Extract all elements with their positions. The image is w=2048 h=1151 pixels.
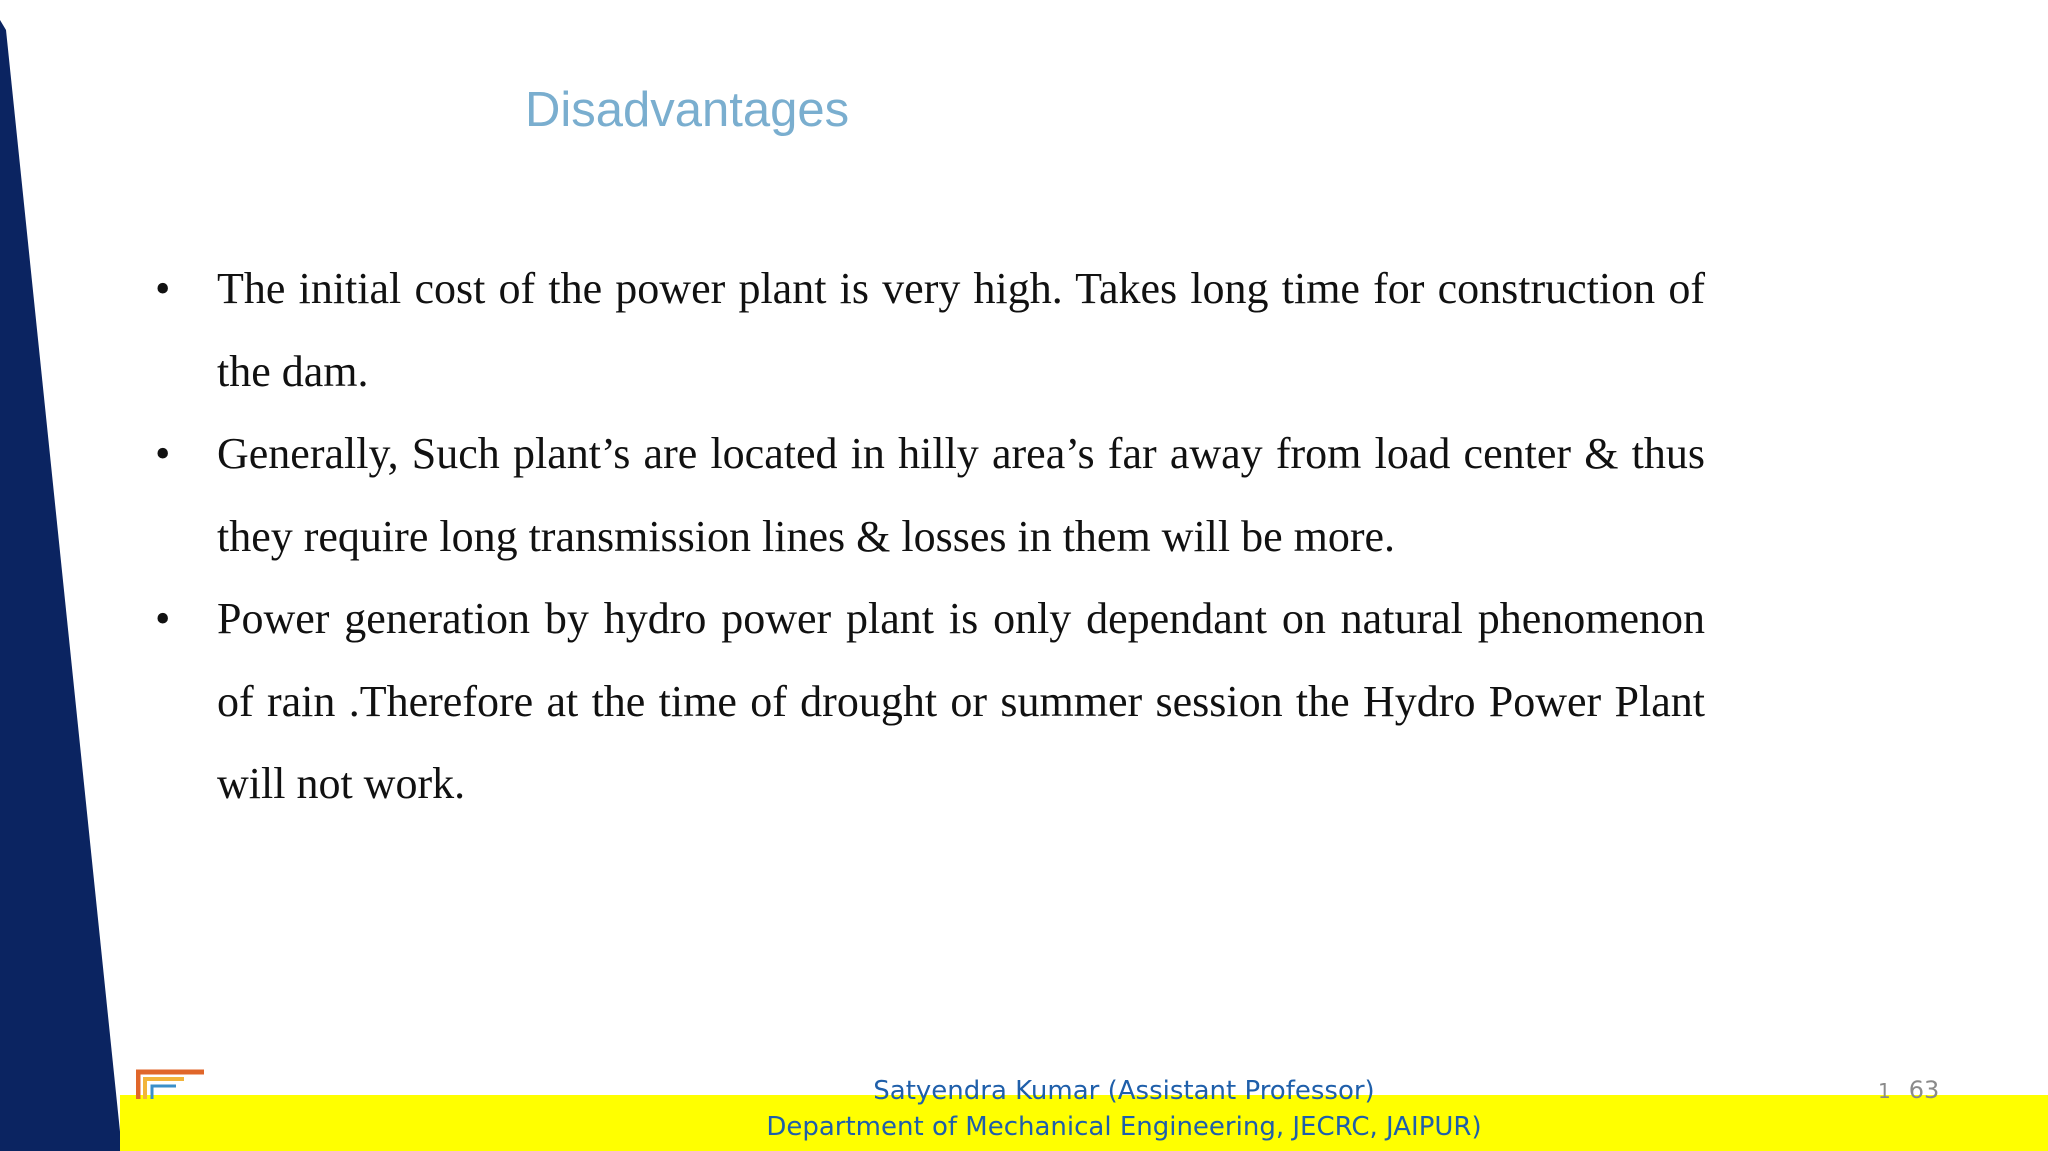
bullet-dot: • (155, 264, 171, 313)
bullet-item (155, 248, 1705, 413)
bullet-text: Power generation by hydro power plant is only dependant on natural phenomenon of rain .Therefore at the time of drought or summer session the Hydro Power Plant will not work. (217, 594, 1705, 808)
footer-department: Department of Mechanical Engineering, JECRC, JAIPUR) (766, 1112, 1482, 1142)
left-navy-wedge (0, 0, 130, 1151)
slide-title: Disadvantages (525, 83, 850, 137)
slide-number-value: 63 (1908, 1076, 1940, 1104)
slide-number-prefix: 1 (1878, 1079, 1891, 1103)
slide-number (1878, 1076, 1939, 1104)
bullet-list (155, 248, 1705, 826)
bullet-item (155, 413, 1705, 578)
bullet-text: Generally, Such plant’s are located in hilly area’s far away from load center & thus they require long transmission lines & losses in them will be more. (217, 429, 1705, 561)
bullet-text: The initial cost of the power plant is very high. Takes long time for construction of the dam. (217, 264, 1705, 396)
footer-author: Satyendra Kumar (Assistant Professor) (873, 1076, 1375, 1106)
bullet-item (155, 578, 1705, 826)
bullet-dot: • (155, 429, 171, 478)
bullet-dot: • (155, 594, 171, 643)
